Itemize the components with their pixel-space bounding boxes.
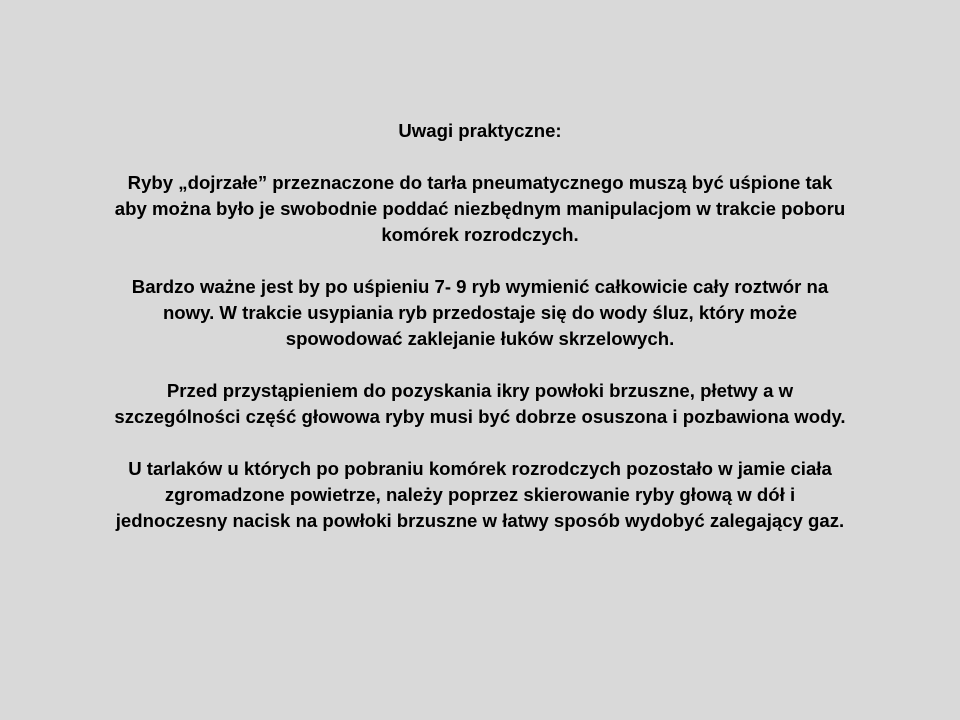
slide-title: Uwagi praktyczne: [398,120,562,141]
paragraph-line: nowy. W trakcie usypiania ryb przedostaje się do wody śluz, który może [162,302,798,323]
paragraph-line: U tarlaków u których po pobraniu komórek rozrodczych pozostało w jamie ciała [128,458,832,479]
paragraph-1 [40,170,920,248]
paragraph-line: spowodować zaklejanie łuków skrzelowych. [285,328,675,349]
paragraph-line: zgromadzone powietrze, należy poprzez skierowanie ryby głową w dół i [164,484,796,505]
paragraph-line: komórek rozrodczych. [381,224,579,245]
paragraph-line: Ryby „dojrzałe” przeznaczone do tarła pneumatycznego muszą być uśpione tak [127,172,833,193]
slide-content [40,118,920,560]
paragraph-3 [40,378,920,430]
paragraph-line: jednoczesny nacisk na powłoki brzuszne w łatwy sposób wydobyć zalegający gaz. [115,510,845,531]
paragraph-line: Przed przystąpieniem do pozyskania ikry powłoki brzuszne, płetwy a w [166,380,794,401]
paragraph-line: Bardzo ważne jest by po uśpieniu 7- 9 ryb wymienić całkowicie cały roztwór na [131,276,829,297]
paragraph-line: szczególności część głowowa ryby musi być dobrze osuszona i pozbawiona wody. [114,406,846,427]
paragraph-2 [40,274,920,352]
paragraph-line: aby można było je swobodnie poddać niezbędnym manipulacjom w trakcie poboru [114,198,846,219]
paragraph-4 [40,456,920,534]
